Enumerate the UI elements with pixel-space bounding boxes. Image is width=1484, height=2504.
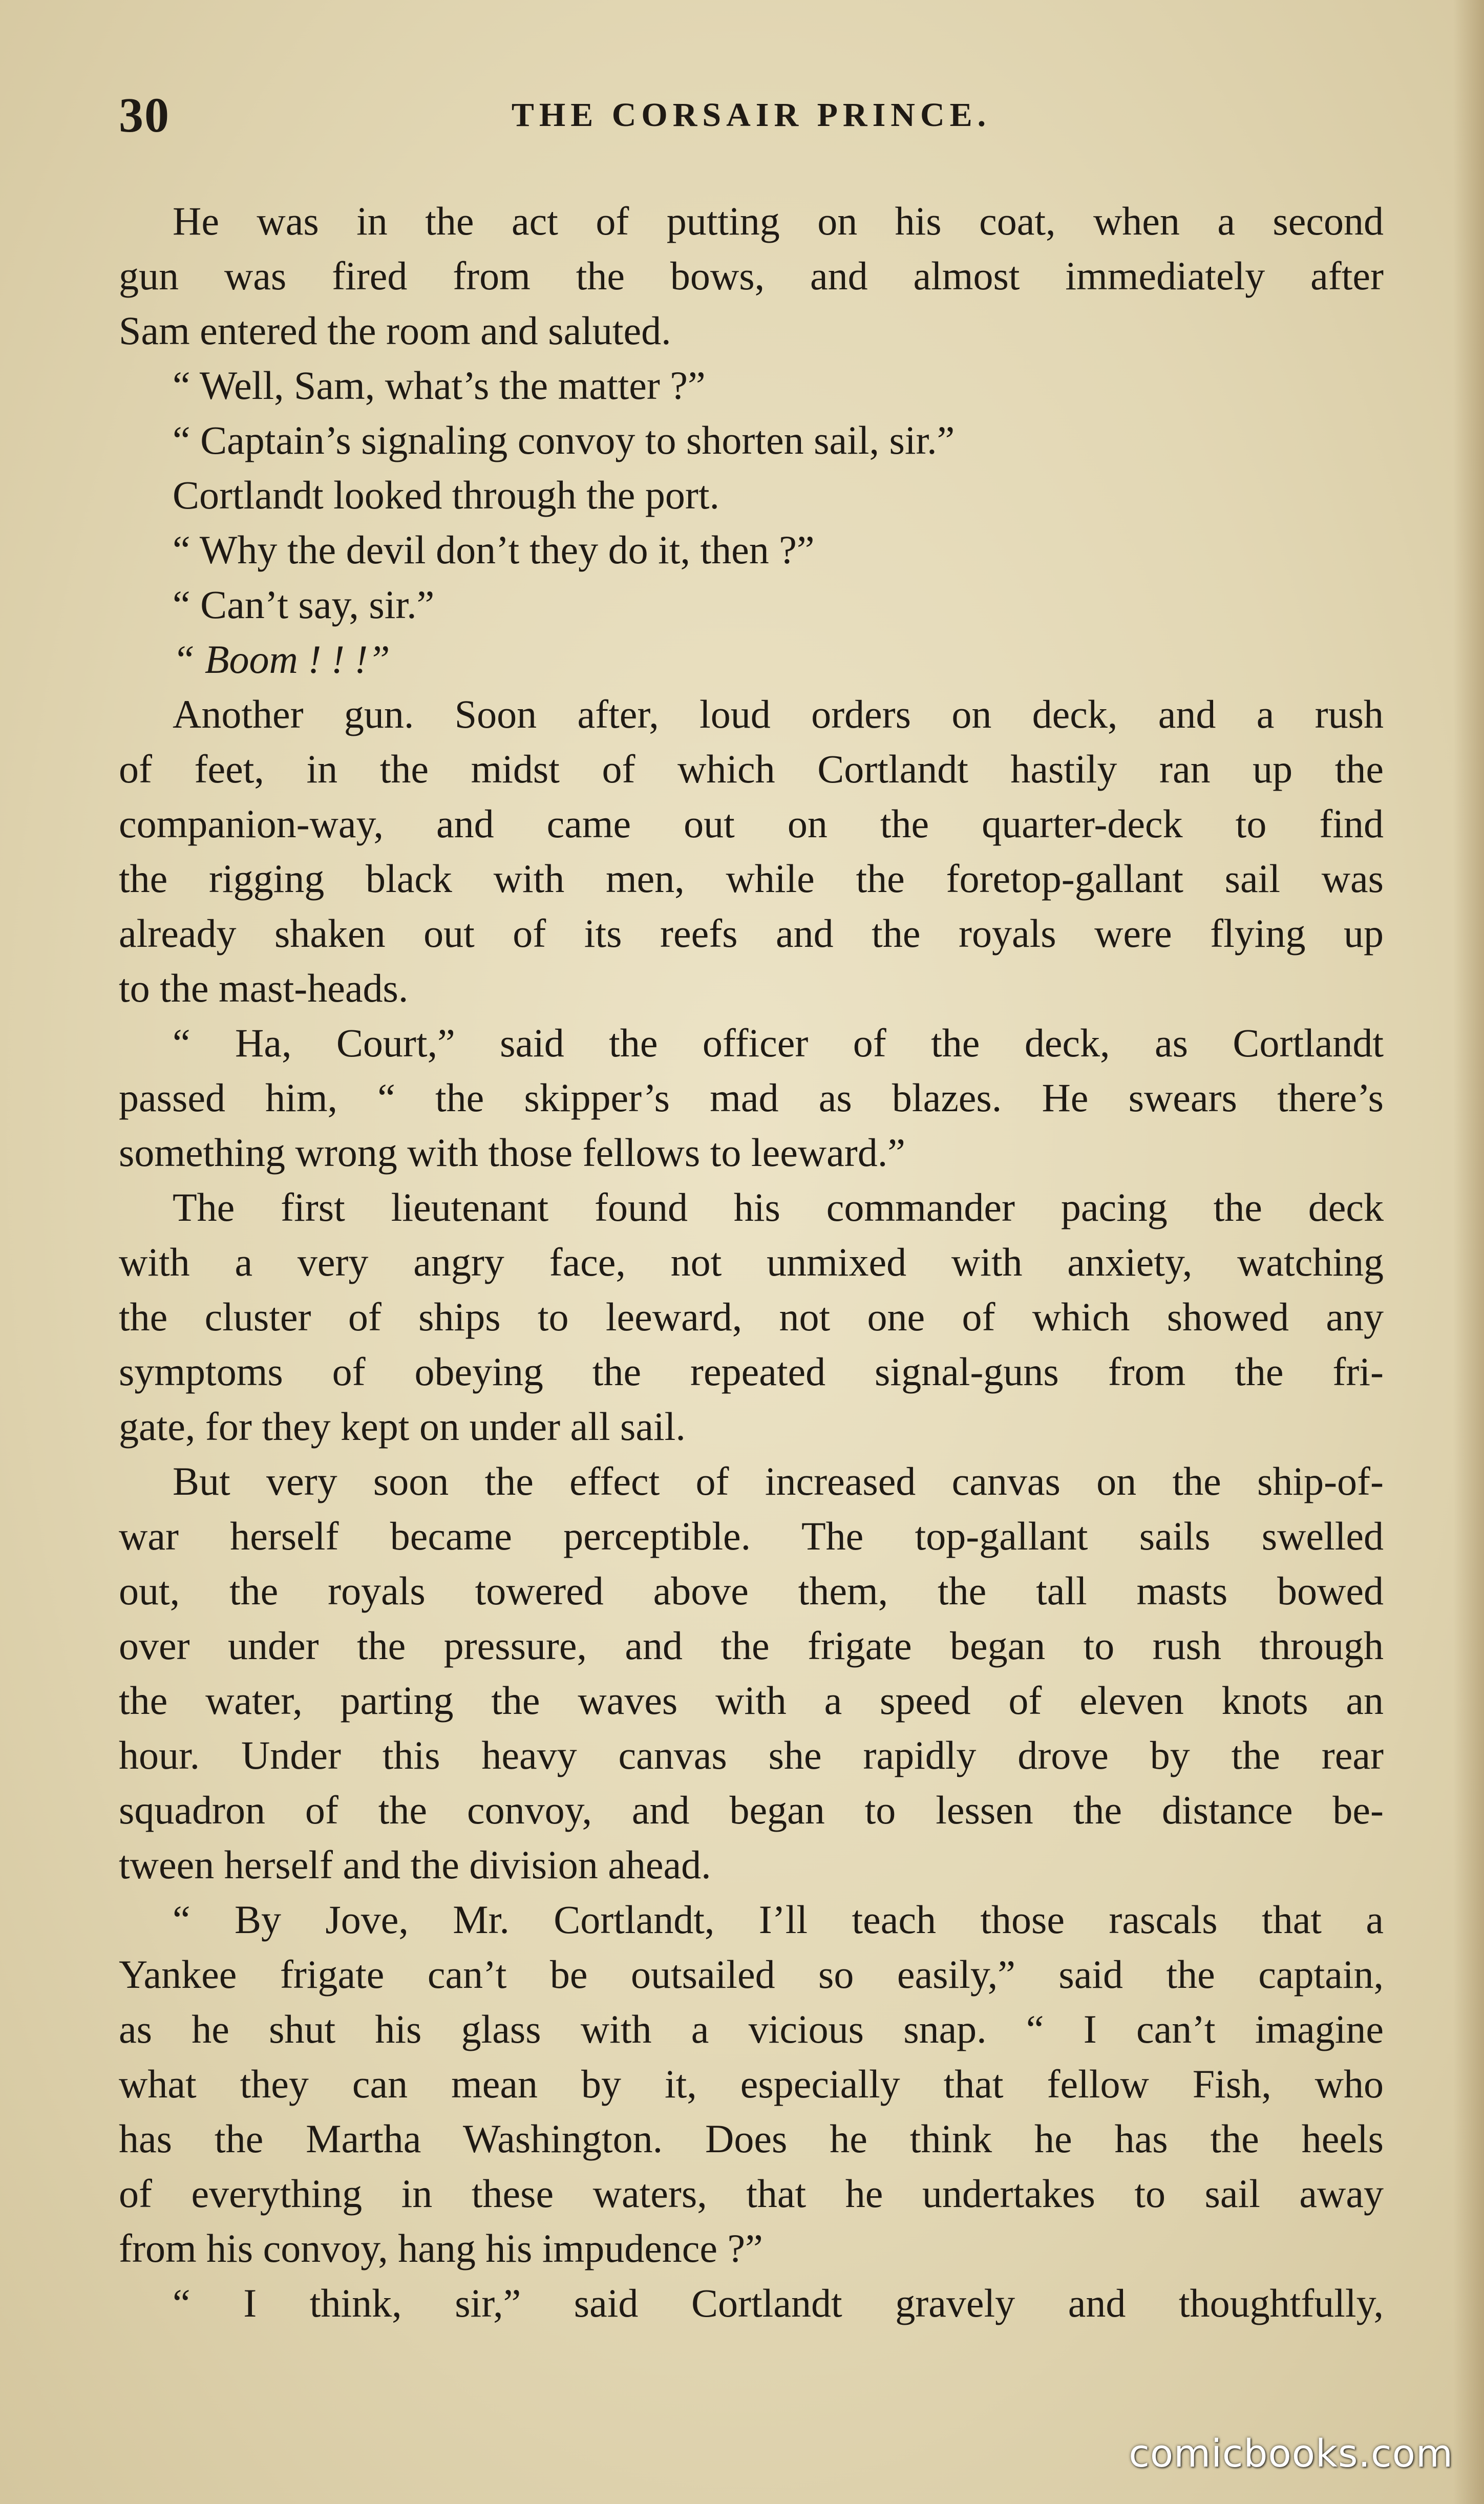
text-line: squadron of the convoy, and began to lessen the distance be-: [119, 1788, 1384, 1832]
watermark: comicbooks.com: [1129, 2432, 1453, 2476]
text-line: “ Can’t say, sir.”: [173, 582, 435, 627]
text-line: from his convoy, hang his impudence ?”: [119, 2226, 763, 2270]
page-number: 30: [119, 88, 170, 142]
text-line: He was in the act of putting on his coat, when a second: [173, 199, 1384, 243]
page-header: [119, 77, 1384, 154]
text-line: over under the pressure, and the frigate began to rush through: [119, 1623, 1384, 1668]
body-text: [119, 194, 1384, 2330]
text-line: “ Well, Sam, what’s the matter ?”: [173, 363, 706, 408]
text-line: Another gun. Soon after, loud orders on deck, and a rush: [173, 692, 1384, 736]
text-line: The first lieutenant found his commander pacing the deck: [173, 1185, 1384, 1229]
text-line: of feet, in the midst of which Cortlandt hastily ran up the: [119, 747, 1384, 791]
text-line: out, the royals towered above them, the tall masts bowed: [119, 1568, 1384, 1613]
text-line: war herself became perceptible. The top-gallant sails swelled: [119, 1514, 1384, 1558]
text-line: something wrong with those fellows to leeward.”: [119, 1130, 905, 1175]
text-line: already shaken out of its reefs and the royals were flying up: [119, 911, 1384, 956]
text-line: “ I think, sir,” said Cortlandt gravely and thoughtfully,: [173, 2281, 1384, 2325]
text-line: gate, for they kept on under all sail.: [119, 1404, 686, 1449]
text-line: Sam entered the room and saluted.: [119, 308, 671, 353]
text-line: of everything in these waters, that he undertakes to sail away: [119, 2171, 1384, 2216]
text-line: “ Ha, Court,” said the officer of the deck, as Cortlandt: [173, 1021, 1384, 1065]
text-line: But very soon the effect of increased canvas on the ship-of-: [173, 1459, 1384, 1503]
text-line: as he shut his glass with a vicious snap. “ I can’t imagine: [119, 2007, 1384, 2051]
text-line: the rigging black with men, while the foretop-gallant sail was: [119, 856, 1384, 901]
text-line: Yankee frigate can’t be outsailed so easily,” said the captain,: [119, 1952, 1384, 1997]
text-line: to the mast-heads.: [119, 966, 409, 1010]
text-line: “ By Jove, Mr. Cortlandt, I’ll teach those rascals that a: [173, 1897, 1384, 1942]
text-line: passed him, “ the skipper’s mad as blazes. He swears there’s: [119, 1075, 1384, 1120]
running-head: THE CORSAIR PRINCE.: [511, 96, 991, 134]
text-line: “ Captain’s signaling convoy to shorten sail, sir.”: [173, 418, 955, 462]
page-edge-shadow: [1453, 0, 1484, 2504]
text-line: gun was fired from the bows, and almost immediately after: [119, 253, 1384, 298]
text-line: hour. Under this heavy canvas she rapidly drove by the rear: [119, 1733, 1384, 1777]
text-line: Cortlandt looked through the port.: [173, 473, 720, 517]
text-line: companion-way, and came out on the quarter-deck to find: [119, 801, 1384, 846]
text-line: the water, parting the waves with a speed of eleven knots an: [119, 1678, 1384, 1723]
text-line: with a very angry face, not unmixed with anxiety, watching: [119, 1240, 1384, 1284]
text-line: has the Martha Washington. Does he think he has the heels: [119, 2116, 1384, 2161]
text-line: symptoms of obeying the repeated signal-guns from the fri-: [119, 1349, 1384, 1394]
text-line: what they can mean by it, especially that fellow Fish, who: [119, 2062, 1384, 2106]
text-line: tween herself and the division ahead.: [119, 1842, 711, 1887]
text-line: “ Why the devil don’t they do it, then ?”: [173, 527, 815, 572]
text-line: “ Boom ! ! !”: [173, 637, 390, 682]
text-line: the cluster of ships to leeward, not one of which showed any: [119, 1295, 1384, 1339]
